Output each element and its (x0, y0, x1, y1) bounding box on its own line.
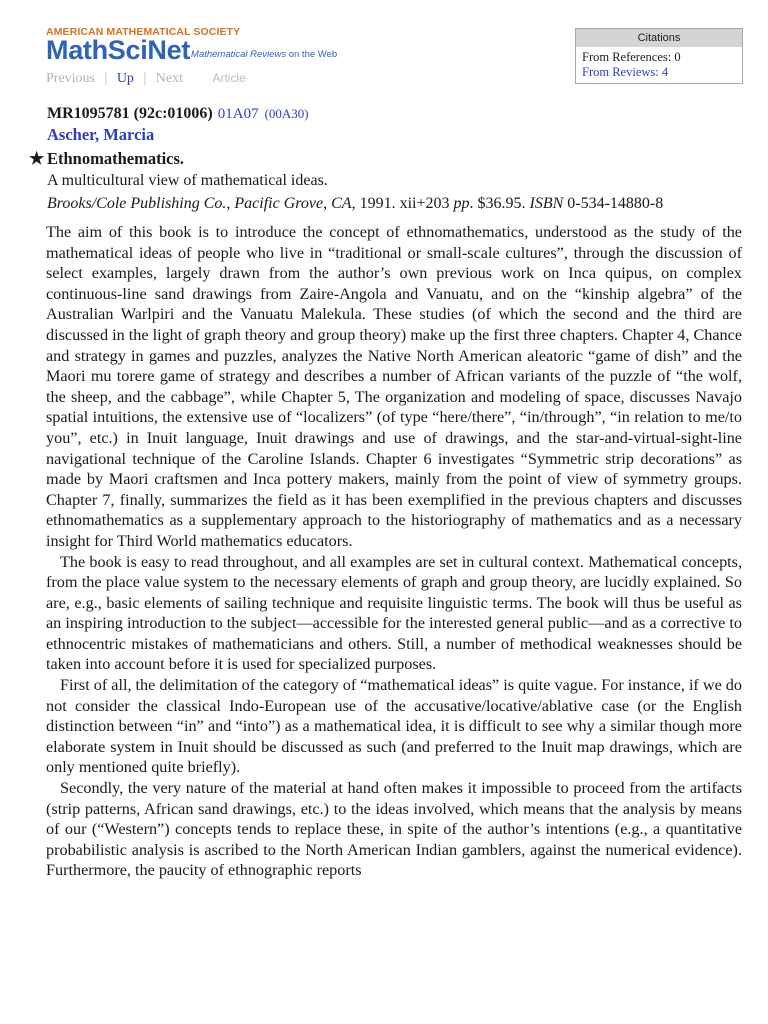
review-paragraph: First of all, the delimitation of the category of “mathematical ideas” is quite vague. For instance, if we do not consider the classical Indo-European use of the accusative/locative/ablative case (or the English distinction between “in” and “into”) as a mathematical idea, it is difficult to see why a similar though more elaborate system in Inuit should be discussed as such (and preferred to the Inuit map drawings, which are only mentioned quite briefly). (46, 676, 742, 777)
next-link[interactable]: Next (155, 71, 183, 86)
mr-number: MR1095781 (92c:01006) (47, 105, 213, 122)
star-icon: ★ (29, 149, 45, 168)
author-link[interactable]: Ascher, Marcia (47, 125, 155, 144)
tagline (191, 49, 337, 60)
tagline-mr: Mathematical Reviews (191, 49, 287, 60)
review-paragraph: The book is easy to read throughout, and all examples are set in cultural context. Mathematical concepts, from the place value system to the necessary elements of graph and group theory, are lucidly explained. So are, e.g., basic elements of sailing technique and requisite linguistic terms. The book will thus be useful as an inspiring introduction to the subject—accessible for the interested general public—and as a corrective to ethnocentric mistakes of mathematicians and others. Still, a number of methodical weaknesses should be taken into account before it is used for specialized purposes. (46, 552, 742, 674)
citations-box (575, 28, 743, 84)
isbn-label: ISBN (529, 195, 564, 212)
logo-row (46, 37, 346, 63)
ams-label: AMERICAN MATHEMATICAL SOCIETY (46, 26, 241, 38)
from-references: From References: 0 (582, 50, 681, 64)
previous-link[interactable]: Previous (46, 71, 95, 86)
from-reviews-link[interactable]: From Reviews: 4 (582, 64, 669, 79)
review-paragraph: Secondly, the very nature of the material at hand often makes it impossible to proceed from the artifacts (strip patterns, African sand drawings, etc.) to the ideas involved, which means that the analysis by means of our (“Western”) concepts tends to replace these, in spite of the author’s intentions (e.g., a quantitative probabilistic analysis is ascribed to the North American Indian gamblers, against the numerical evidence). Furthermore, the paucity of ethnographic reports (46, 779, 742, 880)
site-header (46, 26, 346, 87)
book-subtitle: A multicultural view of mathematical ideas. (47, 172, 328, 189)
nav-separator: | (104, 71, 108, 86)
book-title: Ethnomathematics. (47, 149, 185, 168)
pp-label: pp (453, 195, 470, 212)
price: . $36.95. (469, 195, 530, 212)
year-pages: , 1991. xii+203 (351, 195, 454, 212)
article-link[interactable]: Article (212, 71, 246, 85)
book-title-row (29, 148, 747, 169)
nav-separator: | (143, 71, 147, 86)
review-body (46, 222, 742, 881)
secondary-class-link[interactable]: (00A30) (264, 106, 309, 121)
review-header (29, 104, 747, 216)
primary-class-link[interactable]: 01A07 (217, 106, 259, 122)
place-city: Pacific Grove (234, 195, 324, 212)
publisher: Brooks/Cole Publishing Co. (47, 195, 227, 212)
mathscinet-logo[interactable]: MathSciNet (46, 35, 191, 65)
isbn: 0-534-14880-8 (563, 195, 664, 212)
up-link[interactable]: Up (116, 71, 134, 86)
mr-line (47, 104, 747, 124)
tagline-rest: on the Web (286, 49, 338, 60)
review-nav (46, 71, 346, 87)
publication-info: Brooks/Cole Publishing Co., Pacific Grove, CA, 1991. xii+203 pp. $36.95. ISBN 0-534-14880-8 (47, 195, 664, 212)
place-state: CA (331, 195, 352, 212)
review-paragraph: The aim of this book is to introduce the concept of ethnomathematics, understood as the study of the mathematical ideas of people who live in “traditional or small-scale cultures”, through the discussion of select examples, largely drawn from the author’s own previous work on Inca quipus, on complex continuous-line sand drawings from Zaire-Angola and Vanuatu, and on the “kinship algebra” of the Australian Warlpiri and the Vanuatu Malekula. These studies (of which the second and the third are discussed in the light of graph theory and group theory) make up the first three chapters. Chapter 4, Chance and strategy in games and puzzles, analyzes the Native North American aleatoric “game of dish” and the Maori mu torere game of strategy and describes a number of African variants of the puzzle of “the wolf, the sheep, and the cabbage”, while Chapter 5, The organization and modeling of space, discusses Navajo spatial intuitions, the extensive use of “localizers” (of type “here/there”, “in/through”, “in relation to me/to you”, etc.) in Inuit language, Inuit drawings and use of drawings, and the star-and-virtual-sight-line navigational technique of the Caroline Islands. Chapter 6 investigates “Symmetric strip decorations” as made by Maori craftsmen and Inca pottery makers, mainly from the point of view of symmetry groups. Chapter 7, finally, summarizes the field as it has been exemplified in the previous chapters and discusses ethnomathematics as a supplementary approach to the historiography of mathematics and as a necessary insight for Third World mathematics educators. (46, 223, 742, 550)
citations-title: Citations (576, 29, 742, 47)
